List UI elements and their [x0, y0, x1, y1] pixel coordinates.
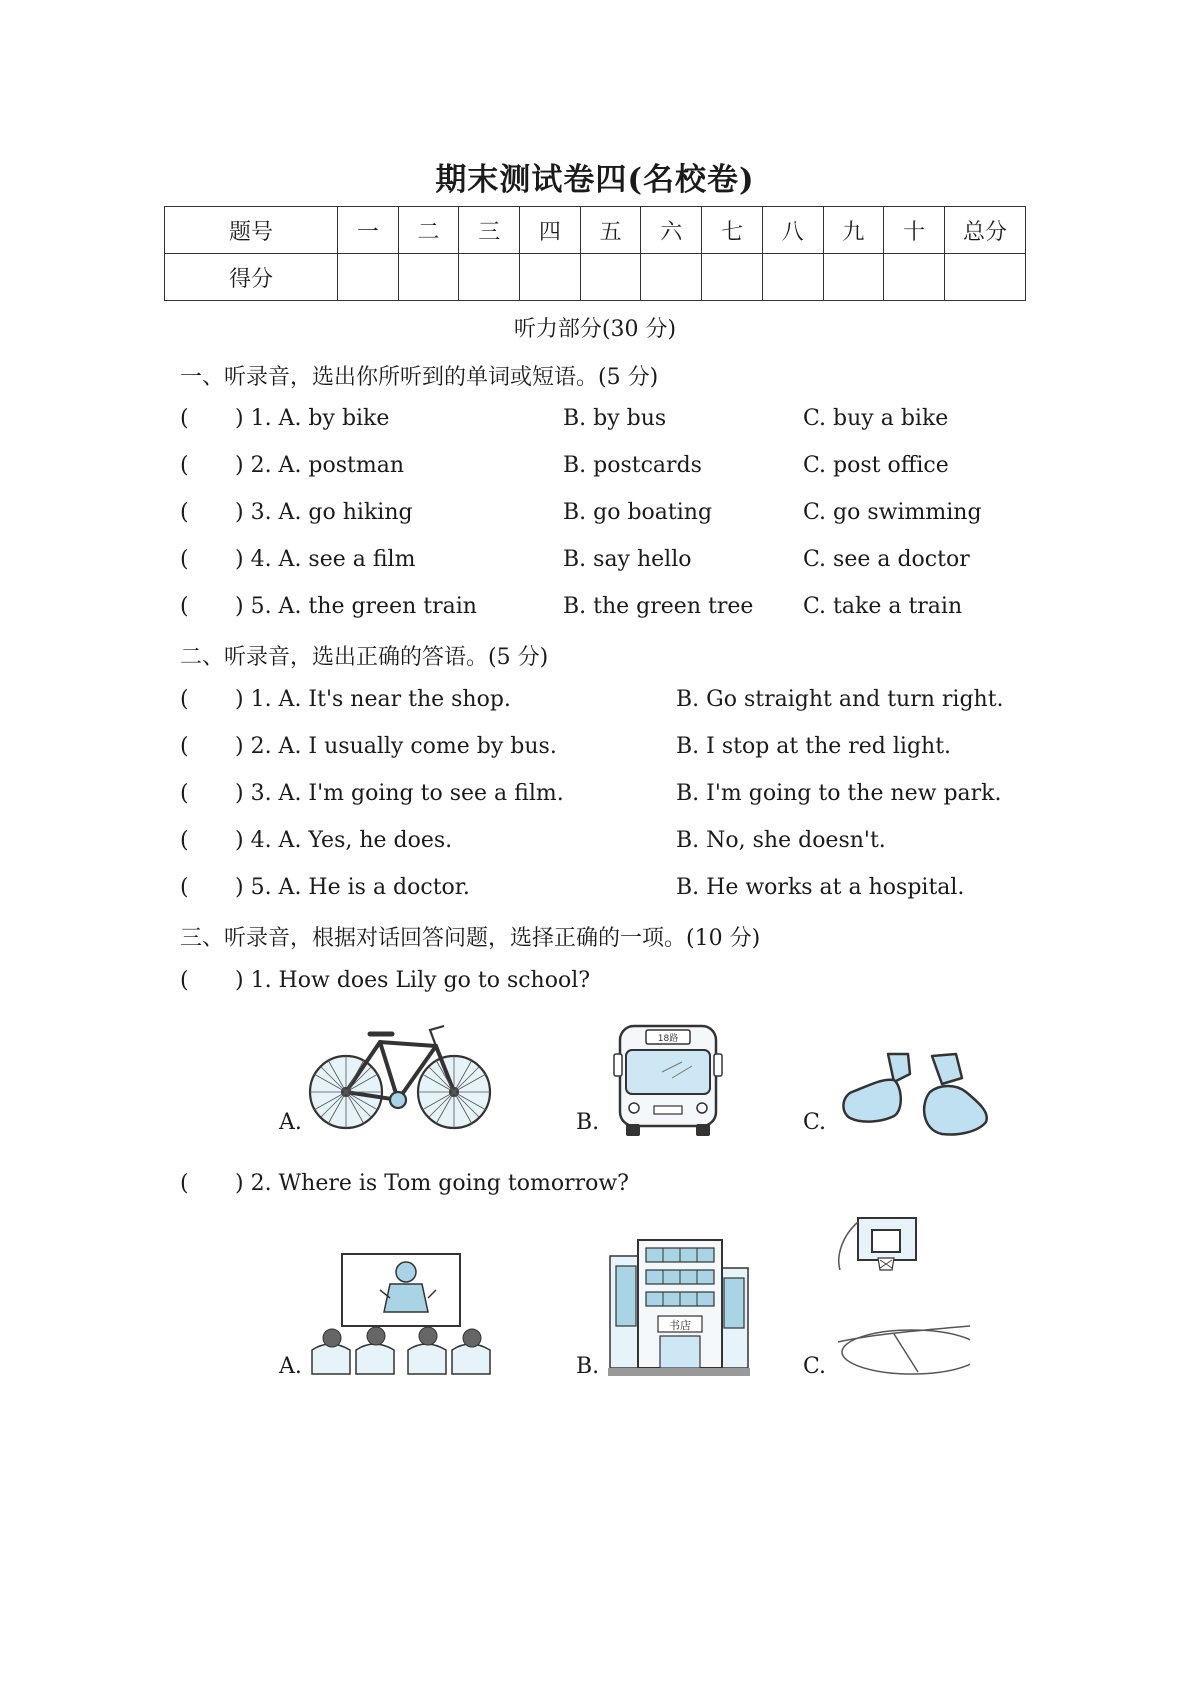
- score-cell[interactable]: [823, 254, 884, 301]
- option-b: B. No, she doesn't.: [676, 828, 886, 853]
- option-a: ) 1. A. by bike: [235, 406, 390, 431]
- col-1: 一: [338, 207, 399, 254]
- score-cell[interactable]: [762, 254, 823, 301]
- cinema-image[interactable]: [310, 1250, 496, 1376]
- answer-paren[interactable]: (: [180, 828, 189, 853]
- s2-question-4: [180, 828, 1080, 860]
- score-table-score-row: [165, 254, 1026, 301]
- option-a: ) 1. A. It's near the shop.: [235, 687, 511, 712]
- answer-paren[interactable]: (: [180, 734, 189, 759]
- option-a: ) 3. A. go hiking: [235, 500, 413, 525]
- q2-label-c: C.: [803, 1354, 827, 1379]
- bookstore-image[interactable]: [608, 1236, 750, 1376]
- answer-paren[interactable]: (: [180, 781, 189, 806]
- s1-question-2: [180, 453, 1080, 485]
- answer-paren[interactable]: (: [180, 594, 189, 619]
- score-table-header-row: [165, 207, 1026, 254]
- col-3: 三: [459, 207, 520, 254]
- score-label: 得分: [165, 254, 338, 301]
- score-cell[interactable]: [520, 254, 581, 301]
- q1-label-a: A.: [279, 1110, 302, 1135]
- option-c: C. buy a bike: [803, 406, 949, 431]
- question-text: ) 1. How does Lily go to school?: [235, 968, 591, 993]
- option-a: ) 3. A. I'm going to see a film.: [235, 781, 564, 806]
- score-cell[interactable]: [884, 254, 945, 301]
- col-2: 二: [398, 207, 459, 254]
- option-a: ) 2. A. postman: [235, 453, 405, 478]
- option-c: C. go swimming: [803, 500, 982, 525]
- bus-route-sign: 18路: [657, 1034, 679, 1044]
- q2-label-b: B.: [576, 1354, 600, 1379]
- option-a: ) 2. A. I usually come by bus.: [235, 734, 557, 759]
- s1-question-5: [180, 594, 1080, 626]
- s2-question-5: [180, 875, 1080, 907]
- answer-paren[interactable]: (: [180, 968, 189, 993]
- answer-paren[interactable]: (: [180, 547, 189, 572]
- walking-feet-image[interactable]: [838, 1052, 990, 1140]
- basketball-court-image[interactable]: [834, 1216, 970, 1376]
- score-cell[interactable]: [338, 254, 399, 301]
- answer-paren[interactable]: (: [180, 453, 189, 478]
- page-title: 期末测试卷四(名校卷): [435, 162, 755, 198]
- bus-image[interactable]: [612, 1022, 724, 1140]
- answer-paren[interactable]: (: [180, 406, 189, 431]
- option-b: B. Go straight and turn right.: [676, 687, 1004, 712]
- col-8: 八: [762, 207, 823, 254]
- section1-heading: 一、听录音，选出你所听到的单词或短语。(5 分): [180, 365, 659, 390]
- option-b: B. postcards: [563, 453, 702, 478]
- option-b: B. the green tree: [563, 594, 754, 619]
- score-cell[interactable]: [580, 254, 641, 301]
- answer-paren[interactable]: (: [180, 875, 189, 900]
- col-10: 十: [884, 207, 945, 254]
- s2-question-1: [180, 687, 1080, 719]
- option-b: B. I stop at the red light.: [676, 734, 952, 759]
- section2-heading: 二、听录音，选出正确的答语。(5 分): [180, 645, 549, 670]
- col-5: 五: [580, 207, 641, 254]
- score-table: [164, 206, 1026, 301]
- option-a: ) 4. A. see a film: [235, 547, 416, 572]
- answer-paren[interactable]: (: [180, 500, 189, 525]
- answer-paren[interactable]: (: [180, 1171, 189, 1196]
- option-a: ) 5. A. the green train: [235, 594, 477, 619]
- score-cell[interactable]: [702, 254, 763, 301]
- option-a: ) 4. A. Yes, he does.: [235, 828, 453, 853]
- s2-question-2: [180, 734, 1080, 766]
- option-c: C. take a train: [803, 594, 963, 619]
- listening-heading: 听力部分(30 分): [513, 317, 677, 342]
- s1-question-1: [180, 406, 1080, 438]
- col-9: 九: [823, 207, 884, 254]
- option-c: C. post office: [803, 453, 949, 478]
- s1-question-4: [180, 547, 1080, 579]
- score-cell[interactable]: [398, 254, 459, 301]
- bike-image[interactable]: [308, 1024, 492, 1136]
- q2-label-a: A.: [279, 1354, 302, 1379]
- s3-question-2: [180, 1171, 1080, 1203]
- col-4: 四: [520, 207, 581, 254]
- score-cell[interactable]: [641, 254, 702, 301]
- s3-question-1: [180, 968, 1080, 1000]
- s1-question-3: [180, 500, 1080, 532]
- col-7: 七: [702, 207, 763, 254]
- option-b: B. by bus: [563, 406, 667, 431]
- col-total: 总分: [945, 207, 1026, 254]
- option-c: C. see a doctor: [803, 547, 970, 572]
- header-label: 题号: [165, 207, 338, 254]
- col-6: 六: [641, 207, 702, 254]
- q1-label-b: B.: [576, 1110, 600, 1135]
- option-b: B. say hello: [563, 547, 692, 572]
- bookstore-sign: 书店: [669, 1319, 691, 1332]
- q1-label-c: C.: [803, 1110, 827, 1135]
- option-b: B. I'm going to the new park.: [676, 781, 1002, 806]
- score-cell[interactable]: [945, 254, 1026, 301]
- question-text: ) 2. Where is Tom going tomorrow?: [235, 1171, 629, 1196]
- s2-question-3: [180, 781, 1080, 813]
- option-a: ) 5. A. He is a doctor.: [235, 875, 470, 900]
- answer-paren[interactable]: (: [180, 687, 189, 712]
- option-b: B. go boating: [563, 500, 713, 525]
- option-b: B. He works at a hospital.: [676, 875, 965, 900]
- section3-heading: 三、听录音，根据对话回答问题，选择正确的一项。(10 分): [180, 926, 761, 951]
- score-cell[interactable]: [459, 254, 520, 301]
